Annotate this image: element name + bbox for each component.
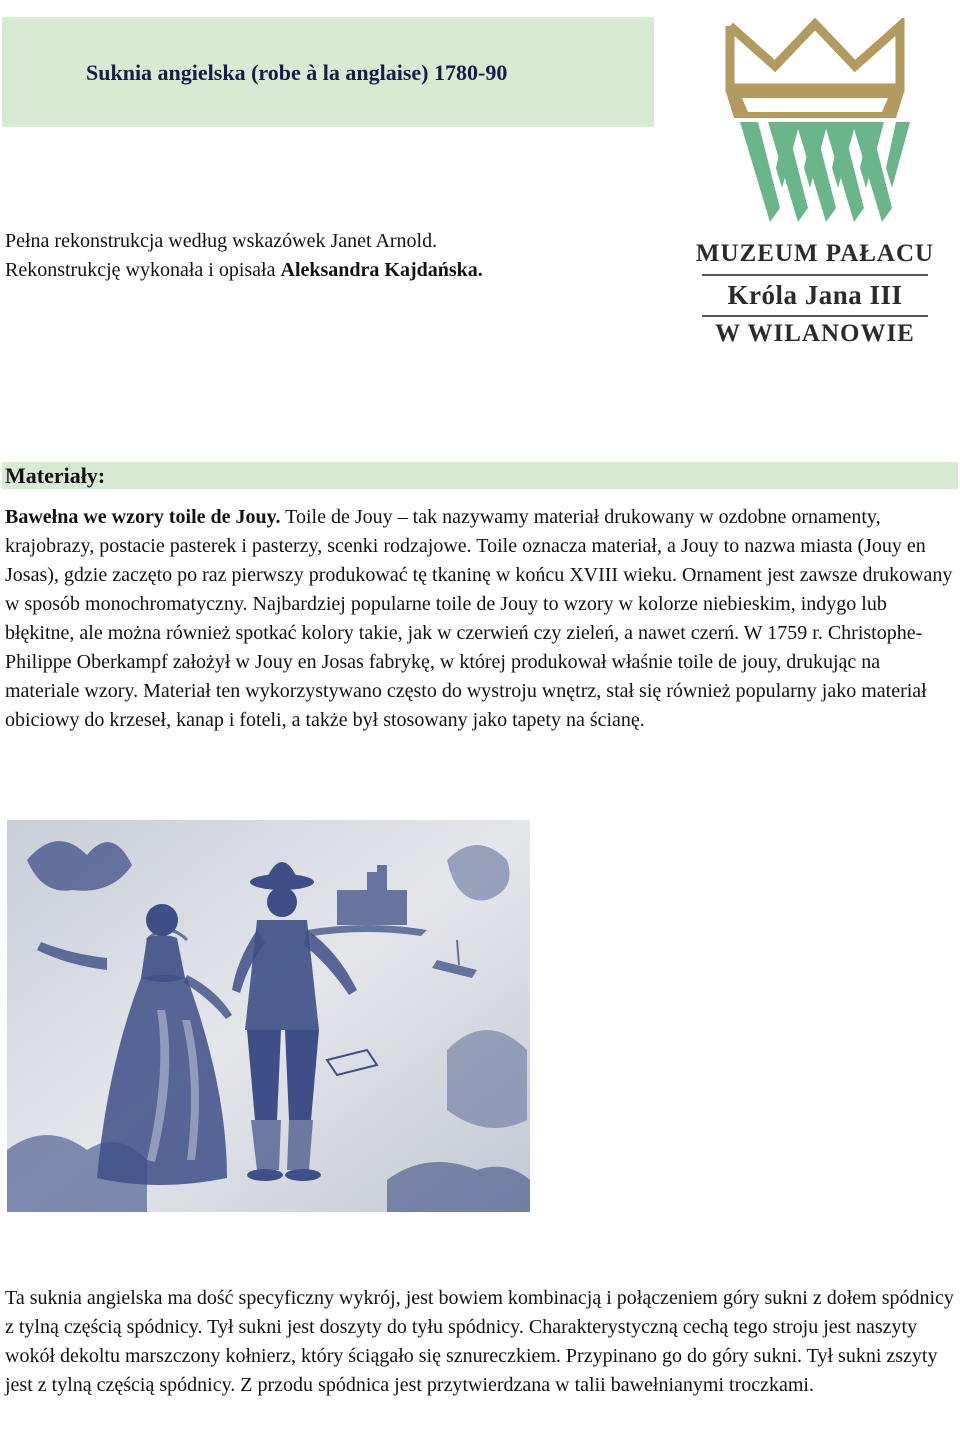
- logo-divider-2: [702, 315, 928, 317]
- intro-line-2-suffix: .: [477, 259, 483, 281]
- intro-line-2-prefix: Rekonstrukcję wykonała i opisała: [5, 259, 281, 281]
- toile-de-jouy-photo: [7, 820, 530, 1212]
- crown-icon: [730, 24, 900, 100]
- section-heading-bar: [2, 462, 958, 489]
- museum-logo: [690, 18, 940, 368]
- logo-divider-1: [702, 274, 928, 276]
- materials-text: Toile de Jouy – tak nazywamy materiał drukowany w ozdobne ornamenty, krajobrazy, postacie pasterek i pasterzy, scenki rodzajowe. Toile oznacza materiał, a Jouy to nazwa miasta (Jouy en Josas), gdzie zaczęto po raz pierwszy produkować tę tkaninę w końcu XVIII wieku. Ornament jest zawsze drukowany w sposób monochromatyczny. Najbardziej popularne toile de Jouy to wzory w kolorze niebieskim, indygo lub błękitne, ale można również spotkać kolory takie, jak w czerwień czy zieleń, a nawet czerń. W 1759 r. Christophe-Philippe Oberkampf założył w Jouy en Josas fabrykę, w której produkował właśnie toile de jouy, drukując na materiale wzory. Materiał ten wykorzystywano często do wystroju wnętrz, stał się również popularny jako materiał obiciowy do krzeseł, kanap i foteli, a także był stosowany jako tapety na ścianę.: [5, 506, 953, 731]
- intro-line-1: Pełna rekonstrukcja według wskazówek Janet Arnold.: [5, 230, 438, 252]
- author-name: Aleksandra Kajdańska: [280, 259, 478, 281]
- materials-paragraph: [5, 503, 955, 735]
- triple-w-monogram: [740, 122, 910, 222]
- materials-heading: Materiały:: [5, 463, 106, 488]
- toile-fabric-illustration: [7, 820, 530, 1212]
- logo-line-1: MUZEUM PAŁACU: [695, 240, 935, 267]
- logo-line-2: Króla Jana III: [727, 280, 903, 310]
- intro-text: [5, 227, 665, 285]
- page-title: Suknia angielska (robe à la anglaise) 1780-90: [86, 60, 508, 85]
- crown-w-emblem: [690, 18, 940, 228]
- materials-lead: Bawełna we wzory toile de Jouy.: [5, 506, 281, 528]
- logo-line-3: W WILANOWIE: [715, 320, 915, 347]
- dress-description: Ta suknia angielska ma dość specyficzny wykrój, jest bowiem kombinacją i połączeniem góry sukni z dołem spódnicy z tylną częścią spódnicy. Tył sukni jest doszyty do tyłu spódnicy. Charakterystyczną cechą tego stroju jest naszyty wokół dekoltu marszczony kołnierz, który ściągało się sznureczkiem. Przypinano go do góry sukni. Tył sukni zszyty jest z tylną częścią spódnicy. Z przodu spódnica jest przytwierdzana w talii bawełnianymi troczkami.: [5, 1287, 954, 1396]
- intro-line-2: [5, 256, 665, 285]
